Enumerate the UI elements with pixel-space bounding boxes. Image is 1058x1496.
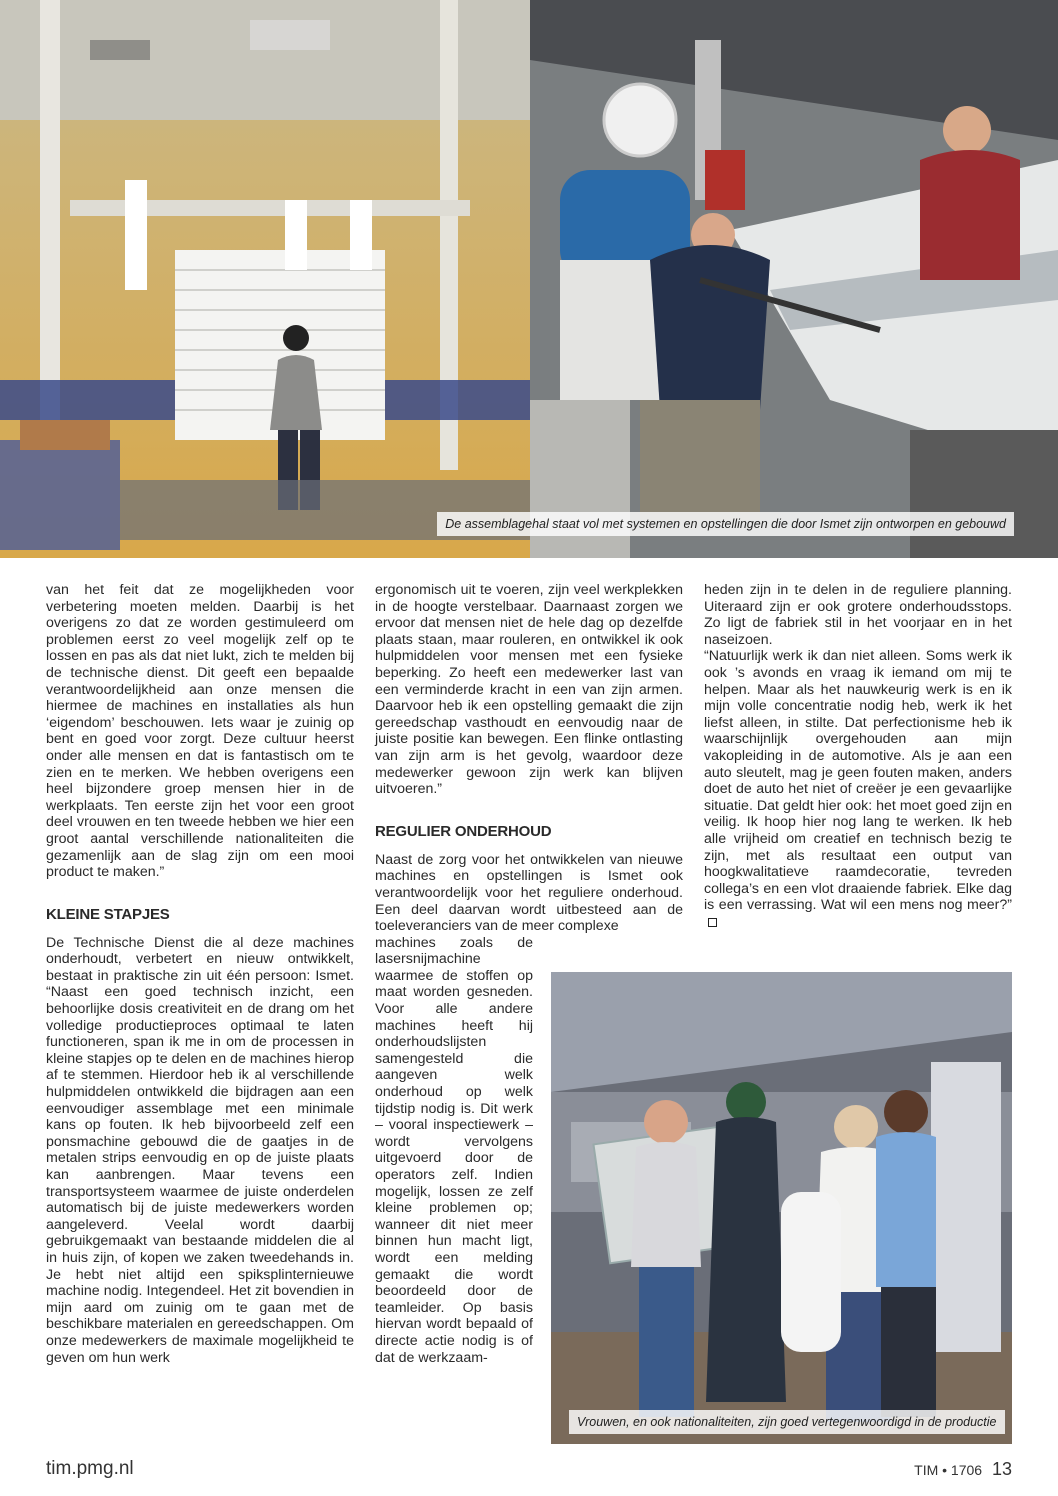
section-heading-kleine-stapjes: KLEINE STAPJES: [46, 905, 170, 923]
paragraph: De Technische Dienst die al deze machines onderhoudt, verbetert en nieuw ontwikkelt, bestaat in praktische zin uit één persoon: Ismet. “Naast een goed technisch inzicht, een behoorlijke dosis creativiteit en de drang om het volledige productieproces optimaal te laten functioneren, span ik me in om de processen in kleine stapjes op te delen en de machines hierop af te stemmen. Hierdoor heb ik al verschillende hulpmiddelen ontwikkeld die bijdragen aan een eenvoudiger assemblage met een minimale kans op fouten. Ik heb bijvoorbeeld zelf een ponsmachine gebouwd die de gaatjes in de metalen strips eenvoudig en op de juiste plaats kan aanbrengen. Maar tevens een transportsysteem waarmee de juiste onderdelen automatisch bij de juiste medewerkers worden aangeleverd. Veelal wordt daarbij gebruikgemaakt van bestaande middelen die al in huis zijn, of kopen we zaken tweedehands in. Je hebt niet altijd een spiksplinternieuwe machine nodig. Integendeel. Het zit bovendien in mijn aard om zuinig om te gaan met de beschikbare materialen en gereedschappen. Om onze medewerkers de maximale mogelijkheid te geven om hun werk: [46, 934, 354, 1366]
women-team-holding-blind-photo-icon: [551, 972, 1012, 1444]
caption-women-team: Vrouwen, en ook nationaliteiten, zijn goed vertegenwoordigd in de productie: [569, 1410, 1005, 1434]
issue-number: • 1706: [942, 1462, 983, 1478]
paragraph: [704, 648, 1012, 930]
footer-website-link[interactable]: tim.pmg.nl: [46, 1458, 134, 1479]
closing-quote-text: “Natuurlijk werk ik dan niet alleen. Soms werk ik ook ’s avonds en vraag ik iemand om mij te helpen. Maar als het nauwkeurig werk is en ik mijn volle concentratie nodig heb, werk ik het liefst alleen, in stilte. Dat perfectionisme heb ik waarschijnlijk overgehouden aan mijn vakopleiding in de automotive. Als je aan een auto sleutelt, mag je geen fouten maken, anders doet de auto het niet of creëer je een gevaarlijke situatie. Dat geldt hier ook: het moet goed zijn en veilig. Ik hoop hier nog lang te werken. Ik heb alle vrijheid om creatief en technisch bezig te zijn, met als resultaat een output van hoogkwalitatieve raamdecoratie, tevreden collega’s en een vlot draaiende fabriek. Elke dag is een verrassing. Wat wil een mens nog meer?”: [704, 648, 1012, 914]
paragraph: heden zijn in te delen in de reguliere planning. Uiteraard zijn er ook grotere onderhoudsstops. Zo ligt de fabriek stil in het voorjaar en in het naseizoen.: [704, 582, 1012, 648]
section-heading-regulier-onderhoud: REGULIER ONDERHOUD: [375, 822, 552, 840]
footer-page-info: [914, 1459, 1012, 1480]
caption-assembly-hall: De assemblagehal staat vol met systemen en opstellingen die door Ismet zijn ontworpen en gebouwd: [437, 512, 1014, 536]
factory-assembly-hall-photo-icon: [0, 0, 530, 558]
paragraph: ergonomisch uit te voeren, zijn veel werkplekken in de hoogte verstelbaar. Daarnaast zorgen we ervoor dat mensen niet de hele dag op dezelfde plaats staan, maar rouleren, en ontwikkel ik ook hulpmiddelen voor mensen met een fysieke beperking. Zo heeft een medewerker last van een verminderde kracht in een van zijn armen. Daarvoor heb ik een opstelling gemaakt die zijn gereedschap vasthoudt en eenvoudig naar de juiste positie kan bewegen. Een flinke ontlasting van zijn arm is het gevolg, waardoor deze medewerker gewoon zijn werk kan blijven uitvoeren.”: [375, 582, 683, 798]
machine-workers-photo: [530, 0, 1058, 558]
paragraph-narrow: machines zoals de lasersnijmachine waarmee de stoffen op maat worden gesneden. Voor alle andere machines heeft hij onderhoudslijsten samengesteld die aangeven welk onderhoud op welk tijdstip nodig is. Dit werk – vooral inspectiewerk – wordt vervolgens uitgevoerd door de operators zelf. Indien mogelijk, lossen ze zelf kleine problemen op; wanneer dit niet meer binnen hun macht ligt, wordt een melding gemaakt die wordt beoordeeld door de teamleider. Op basis hiervan wordt bepaald of directe actie nodig is of dat de werkzaam-: [375, 934, 533, 1366]
page-number: 13: [991, 1459, 1012, 1479]
women-team-photo: [551, 972, 1012, 1444]
magazine-name: TIM: [914, 1462, 939, 1478]
paragraph: van het feit dat ze mogelijkheden voor verbetering moeten melden. Daarbij is het overigens zo dat ze worden gestimuleerd om problemen eerst zo veel mogelijk zelf op te lossen en pas als dat niet lukt, zich te melden bij de technische dienst. Dit geeft een bepaalde verantwoordelijkheid aan onze mensen die hiermee de machines en installaties als hun ‘eigendom’ beschouwen. Iets waar je zuinig op bent en goed voor zorgt. Deze cultuur heerst onder alle mensen en dat is fantastisch om te zien en te merken. We hebben overigens een heel bijzondere groep mensen hier in de werkplaats. Ten eerste zijn het voor een groot deel vrouwen en ten tweede hebben we hier een groot aantal verschillende nationaliteiten die gezamenlijk aan de slag zijn om een mooi product te maken.”: [46, 582, 354, 881]
article-column-3: [704, 582, 1012, 930]
article-column-1: [46, 582, 354, 1366]
workers-at-machine-photo-icon: [530, 0, 1058, 558]
end-of-article-icon: [708, 918, 717, 927]
assembly-hall-photo: [0, 0, 530, 558]
paragraph: Naast de zorg voor het ontwikkelen van nieuwe machines en opstellingen is Ismet ook verantwoordelijk voor het reguliere onderhoud. Een deel daarvan wordt uitbesteed aan de toeleveranciers van de meer complexe: [375, 851, 683, 935]
